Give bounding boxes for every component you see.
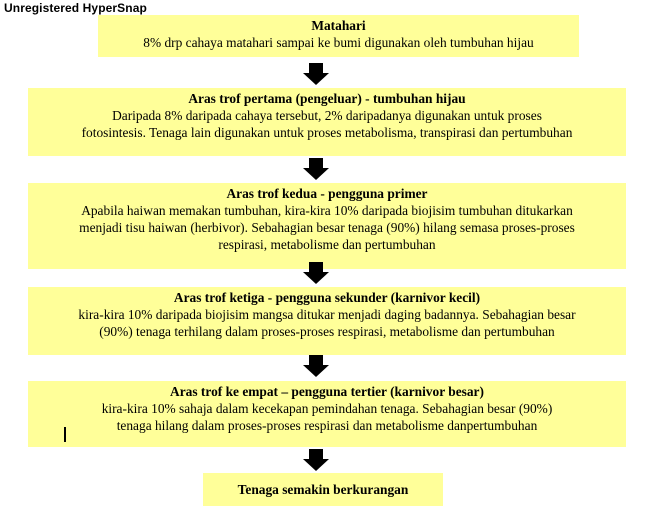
flow-box-title: Aras trof ke empat – pengguna tertier (karnivor besar) bbox=[170, 384, 484, 399]
flow-box-aras-trof-ke-empat bbox=[28, 381, 626, 447]
flow-box-text bbox=[28, 306, 626, 340]
flow-box-title: Aras trof kedua - pengguna primer bbox=[226, 186, 428, 201]
flow-box-aras-trof-kedua bbox=[28, 183, 626, 269]
flow-box-line: 8% drp cahaya matahari sampai ke bumi digunakan oleh tumbuhan hijau bbox=[143, 35, 534, 50]
watermark-text: Unregistered HyperSnap bbox=[4, 1, 147, 15]
flow-box-line: tenaga hilang dalam proses-proses respirasi dan metabolisme danpertumbuhan bbox=[116, 418, 538, 433]
flow-box-title: Tenaga semakin berkurangan bbox=[237, 482, 409, 497]
flow-box-line: respirasi, metabolisme dan pertumbuhan bbox=[218, 237, 436, 252]
flow-box-title: Aras trof pertama (pengeluar) - tumbuhan hijau bbox=[188, 91, 466, 106]
flow-box-title: Matahari bbox=[311, 18, 366, 33]
flow-box-line: kira-kira 10% daripada biojisim mangsa ditukar menjadi daging badannya. Sebahagian besar bbox=[78, 307, 576, 322]
flow-box-text bbox=[28, 400, 626, 434]
flow-box-line: fotosintesis. Tenaga lain digunakan untuk proses metabolisma, transpirasi dan pertumbuhan bbox=[81, 125, 573, 140]
flow-box-line: kira-kira 10% sahaja dalam kecekapan pemindahan tenaga. Sebahagian besar (90%) bbox=[101, 401, 553, 416]
down-arrow-icon bbox=[303, 63, 329, 85]
down-arrow-icon bbox=[303, 158, 329, 180]
text-cursor bbox=[64, 427, 66, 442]
down-arrow-icon bbox=[303, 262, 329, 284]
flow-box-aras-trof-pertama bbox=[28, 88, 626, 156]
flow-box-line: Apabila haiwan memakan tumbuhan, kira-kira 10% daripada biojisim tumbuhan ditukarkan bbox=[81, 203, 573, 218]
flow-box-line: (90%) tenaga terhilang dalam proses-proses respirasi, metabolisme dan pertumbuhan bbox=[99, 324, 555, 339]
flow-box-matahari bbox=[98, 15, 579, 57]
flow-box-text bbox=[98, 34, 579, 51]
flow-box-text bbox=[28, 202, 626, 253]
down-arrow-icon bbox=[303, 355, 329, 377]
flow-box-text bbox=[28, 107, 626, 141]
flow-box-tenaga-semakin-berkurangan bbox=[203, 473, 443, 506]
flow-box-aras-trof-ketiga bbox=[28, 287, 626, 355]
flow-box-title: Aras trof ketiga - pengguna sekunder (karnivor kecil) bbox=[173, 290, 481, 305]
flow-box-line: menjadi tisu haiwan (herbivor). Sebahagian besar tenaga (90%) hilang semasa proses-proses bbox=[79, 220, 575, 235]
flow-box-line: Daripada 8% daripada cahaya tersebut, 2% daripadanya digunakan untuk proses bbox=[112, 108, 542, 123]
down-arrow-icon bbox=[303, 449, 329, 471]
